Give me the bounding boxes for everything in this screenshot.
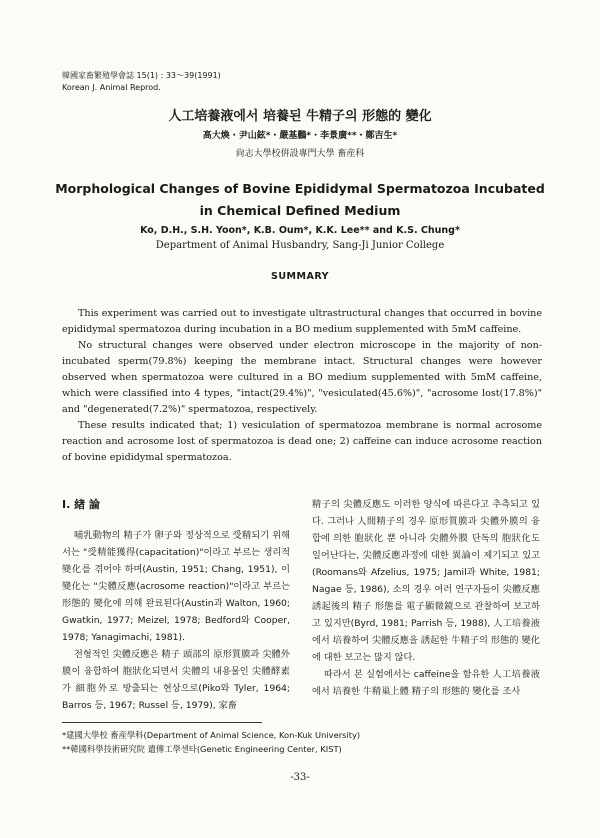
abstract-paragraph-2: No structural changes were observed under electron microscope in the majority of non-incubated sperm(79.8%) keeping the membrane intact. Structural changes were however observed when spermatozoa were cultured in a BO medium supplemented with 5mM caffeine, which were classified into 4 types, "intact(29.4%)", "vesiculated(45.6%)", "acrosome lost(17.8%)" and "degenerated(7.2%)" spermatozoa, respectively. <box>62 340 542 415</box>
abstract-paragraph-1: This experiment was carried out to investigate ultrastructural changes that occurred in bovine epididymal spermatozoa during incubation in a BO medium supplemented with 5mM caffeine. <box>62 308 542 335</box>
footnote-2: **韓國科學技術硏究院 遺傳工學센타(Genetic Engineering Center, KIST) <box>62 744 342 754</box>
page-number: -33- <box>290 772 310 783</box>
journal-citation-english: Korean J. Animal Reprod. <box>62 83 161 92</box>
abstract-paragraph-3: These results indicated that; 1) vesiculation of spermatozoa membrane is normal acrosome reaction and acrosome lost of spermatozoa is dead one; 2) caffeine can induce acrosome reaction of bovine epididymal spermatozoa. <box>62 420 542 463</box>
footnote-1: *建國大學校 畜産學科(Department of Animal Science, Kon-Kuk University) <box>62 730 361 740</box>
english-title <box>40 178 560 222</box>
left-column <box>62 496 290 714</box>
journal-citation-korean: 韓國家畜繁殖學會誌 15(1) : 33～39(1991) <box>62 71 221 80</box>
summary-heading: SUMMARY <box>271 271 329 282</box>
journal-citation <box>62 70 221 94</box>
english-authors: Ko, D.H., S.H. Yoon*, K.B. Oum*, K.K. Lee** and K.S. Chung* <box>140 225 460 236</box>
korean-authors: 高大煥・尹山鉉*・嚴基鵬*・李景廣**・鄭吉生* <box>202 131 398 141</box>
right-column <box>312 496 540 700</box>
intro-paragraph-3: 精子의 尖體反應도 이러한 양식에 따른다고 추측되고 있다. 그러나 人間精子의 경우 原形質膜과 尖體外膜의 융합에 의한 胞狀化 뿐 아니라 尖體外膜 단독의 胞狀化도 일어난다는, 尖體反應과정에 대한 異論이 제기되고 있고(Roomans와 Afzelius, 1975; Jamil과 White, 1981; Nagae 등, 1986), 소의 경우 여러 연구자들이 尖體反應 誘起後의 精子 形態를 電子顯微鏡으로 관찰하여 보고하고 있지만(Byrd, 1981; Parrish 등, 1988), 人工培養液에서 培養하여 尖體反應을 誘起한 牛精子의 形態的 變化에 대한 보고는 많지 않다. <box>312 499 540 663</box>
intro-paragraph-4: 따라서 본 실험에서는 caffeine을 함유한 人工培養液에서 培養한 牛精巢上體 精子의 形態的 變化를 조사 <box>312 669 540 697</box>
korean-affiliation: 尙志大學校倂設專門大學 畜産科 <box>235 149 365 159</box>
english-affiliation: Department of Animal Husbandry, Sang-Ji Junior College <box>155 240 445 251</box>
english-title-line2: in Chemical Defined Medium <box>199 203 401 218</box>
intro-paragraph-1: 哺乳動物의 精子가 卵子와 정상적으로 受精되기 위해서는 "受精能獲得(capacitation)"이라고 부르는 생리적 變化를 겪어야 하며(Austin, 1951; Chang, 1951), 이 變化는 "尖體反應(acrosome reaction)"이라고 부르는 形態的 變化에 의해 완료된다(Austin과 Walton, 1960; Gwatkin, 1977; Meizel, 1978; Bedford와 Cooper, 1978; Yanagimachi, 1981). <box>62 530 290 643</box>
korean-title: 人工培養液에서 培養된 牛精子의 形態的 變化 <box>168 109 432 124</box>
footnote-divider <box>62 722 262 723</box>
intro-paragraph-2: 전형적인 尖體反應은 精子 頭部의 原形質膜과 尖體外膜이 융합하여 胞狀化되면서 尖體의 내용물인 尖體酵素가 細胞外로 방출되는 현상으로(Piko와 Tyler, 1964; Barros 등, 1967; Russel 등, 1979), 家畜 <box>62 649 290 711</box>
abstract <box>62 306 542 466</box>
section-heading-introduction: Ⅰ. 緖 論 <box>62 498 100 511</box>
english-title-line1: Morphological Changes of Bovine Epididymal Spermatozoa Incubated <box>55 181 545 196</box>
footnotes <box>62 728 360 756</box>
